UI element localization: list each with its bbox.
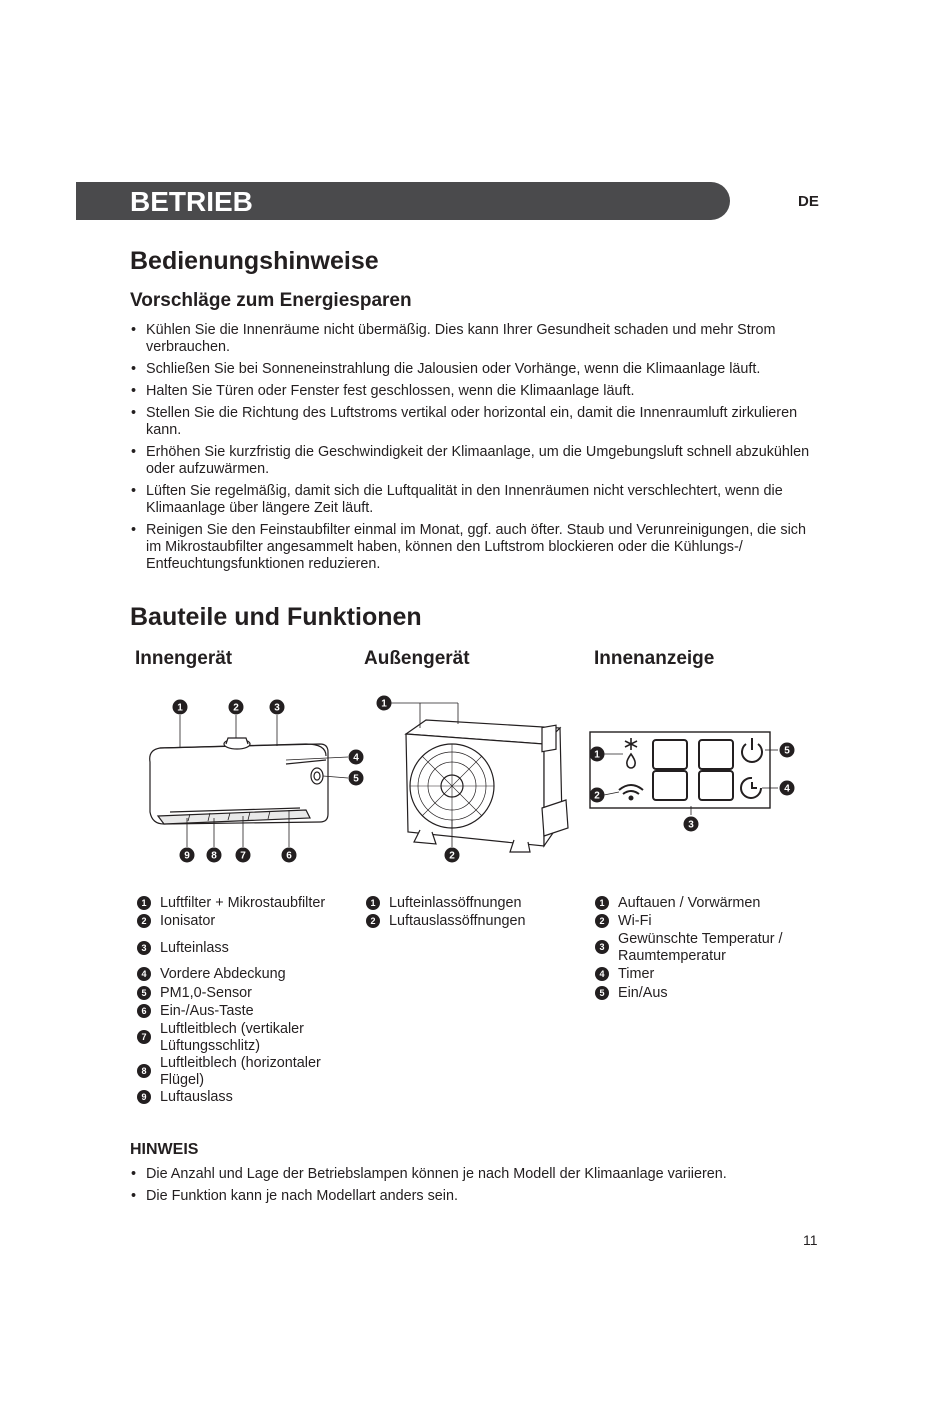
language-code: DE	[798, 193, 819, 210]
svg-text:6: 6	[286, 850, 292, 862]
column-title-outdoor: Außengerät	[364, 648, 470, 669]
list-item: • Lüften Sie regelmäßig, damit sich die Luftqualität in den Innenräumen nicht verschlechtert, wenn die Klimaanlage über längere Zeit läuft.	[130, 483, 820, 517]
svg-text:3: 3	[688, 819, 694, 831]
svg-text:1: 1	[177, 702, 183, 714]
column-title-indoor: Innengerät	[135, 648, 233, 669]
svg-text:8: 8	[211, 850, 217, 862]
column-title-display: Innenanzeige	[594, 648, 715, 669]
svg-text:1: 1	[381, 698, 387, 710]
svg-text:4: 4	[353, 752, 359, 764]
indoor-display-diagram	[585, 720, 800, 840]
svg-text:2: 2	[449, 850, 455, 862]
list-item: • Erhöhen Sie kurzfristig die Geschwindigkeit der Klimaanlage, um die Umgebungsluft schnell abzukühlen oder aufzuwärmen.	[130, 444, 820, 478]
svg-text:4: 4	[784, 783, 790, 795]
list-item: • Schließen Sie bei Sonneneinstrahlung die Jalousien oder Vorhänge, wenn die Klimaanlage läuft.	[130, 361, 820, 378]
svg-text:1: 1	[594, 749, 600, 761]
svg-text:5: 5	[353, 773, 359, 785]
note-list	[130, 1166, 820, 1210]
list-item: • Kühlen Sie die Innenräume nicht übermäßig. Dies kann Ihrer Gesundheit schaden und mehr Strom verbrauchen.	[130, 322, 820, 356]
subsection-title-energy-saving: Vorschläge zum Energiesparen	[130, 290, 412, 311]
chapter-title: BETRIEB	[130, 186, 253, 217]
svg-text:2: 2	[233, 702, 239, 714]
svg-text:7: 7	[240, 850, 246, 862]
section-title-operating-notes: Bedienungshinweise	[130, 247, 379, 275]
indoor-unit-diagram	[130, 690, 370, 870]
list-item: • Reinigen Sie den Feinstaubfilter einmal im Monat, ggf. auch öfter. Staub und Verunreinigungen, die sich im Mikrostaubfilter angesammelt haben, können den Luftstrom blockieren oder die Kühlungs-/ Entfeuchtungsfunktionen reduzieren.	[130, 522, 820, 573]
energy-saving-list	[130, 322, 820, 578]
list-item: • Halten Sie Türen oder Fenster fest geschlossen, wenn die Klimaanlage läuft.	[130, 383, 820, 400]
svg-text:2: 2	[594, 790, 600, 802]
list-item: • Stellen Sie die Richtung des Luftstroms vertikal oder horizontal ein, damit die Innenraumluft zirkulieren kann.	[130, 405, 820, 439]
svg-text:9: 9	[184, 850, 190, 862]
svg-text:3: 3	[274, 702, 280, 714]
svg-text:5: 5	[784, 745, 790, 757]
page-number: 11	[803, 1232, 818, 1248]
list-item: • Die Anzahl und Lage der Betriebslampen können je nach Modell der Klimaanlage variieren.	[130, 1166, 820, 1183]
note-title: HINWEIS	[130, 1141, 199, 1158]
list-item: • Die Funktion kann je nach Modellart anders sein.	[130, 1188, 820, 1205]
outdoor-unit-diagram	[370, 690, 580, 870]
section-title-components: Bauteile und Funktionen	[130, 603, 422, 631]
